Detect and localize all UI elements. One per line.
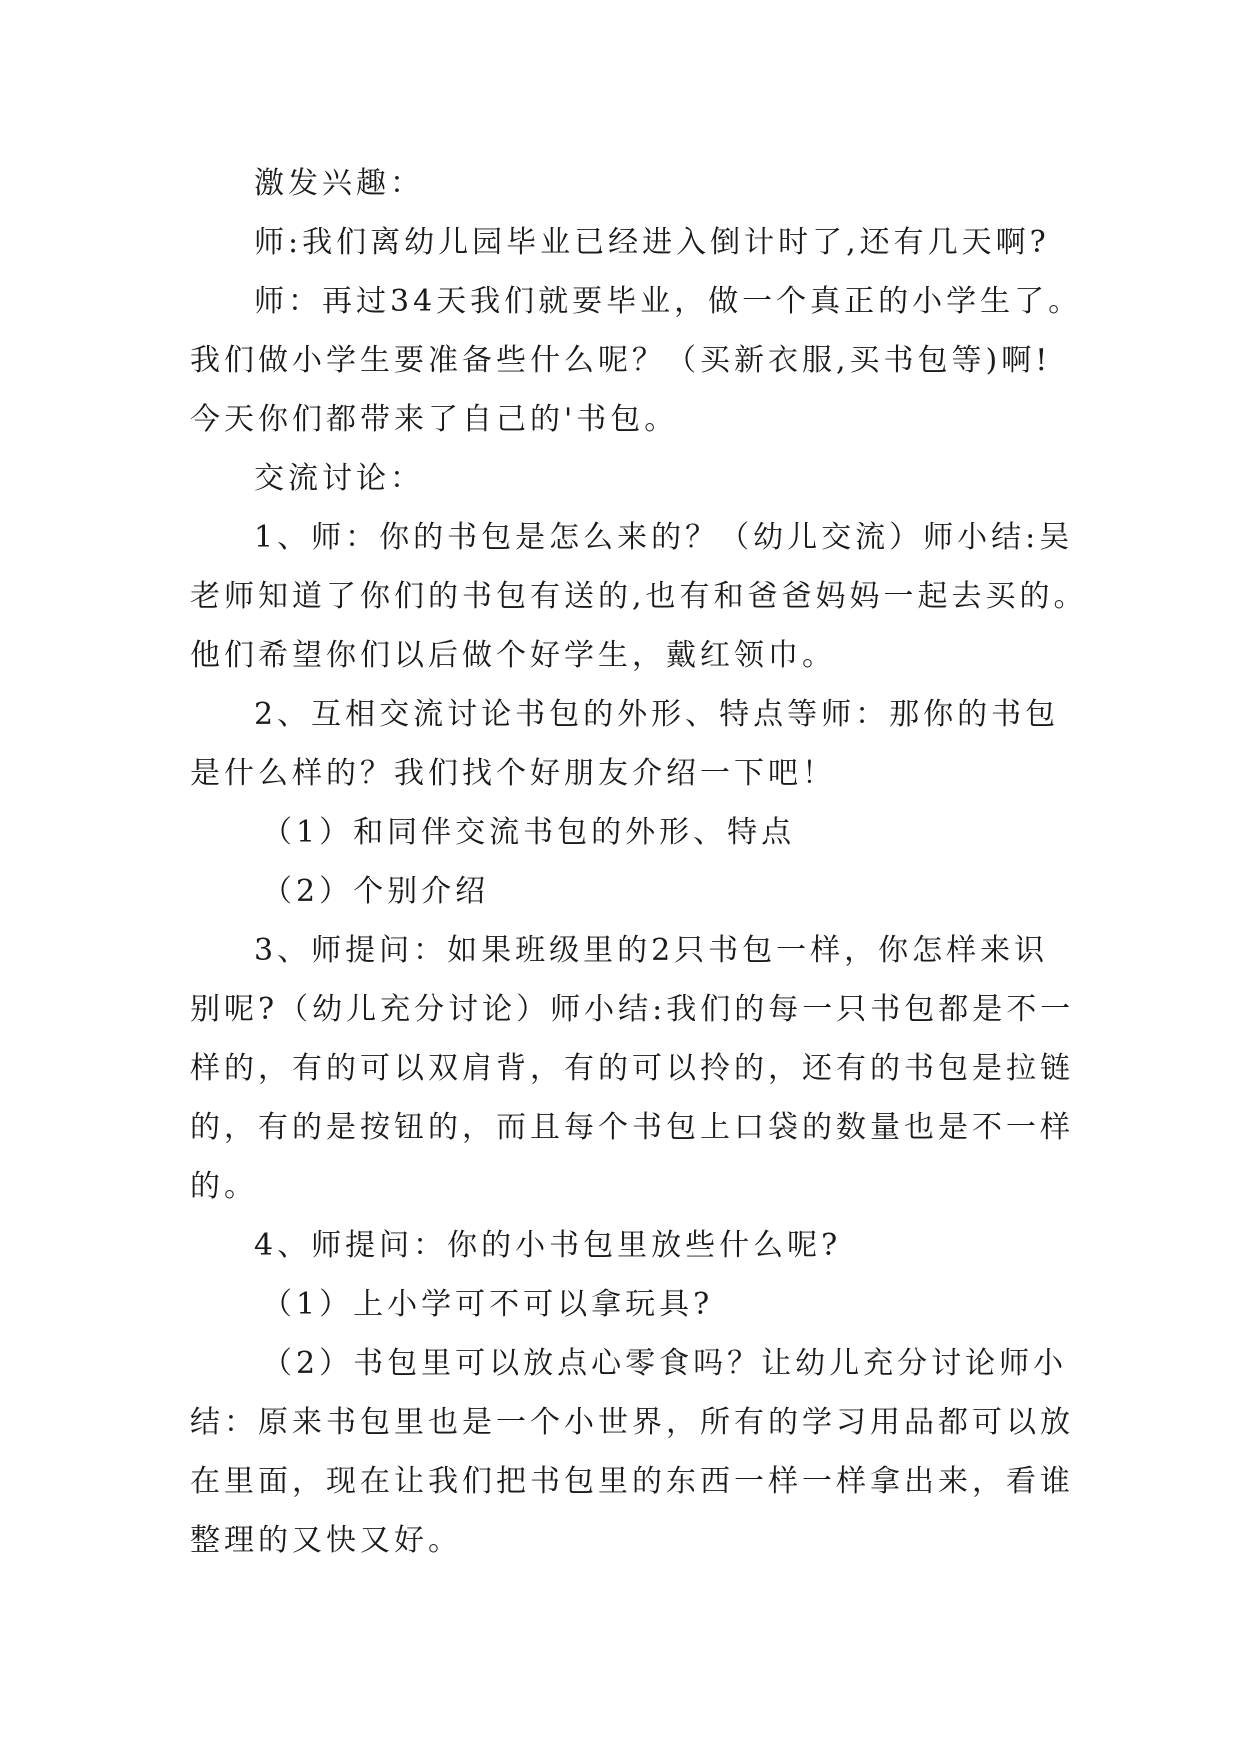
- paragraph-line: 是什么样的？我们找个好朋友介绍一下吧！: [190, 756, 836, 791]
- document-body: [190, 154, 1088, 1570]
- list-item: （2）书包里可以放点心零食吗？让幼儿充分讨论师小: [262, 1346, 1068, 1381]
- section-heading-interest: 激发兴趣：: [254, 166, 424, 201]
- list-item: （1）和同伴交流书包的外形、特点: [262, 815, 796, 850]
- paragraph-line: 4、师提问：你的小书包里放些什么呢?: [254, 1228, 842, 1263]
- paragraph-line: 样的，有的可以双肩背，有的可以拎的，还有的书包是拉链: [190, 1051, 1074, 1086]
- paragraph-line: 今天你们都带来了自己的'书包。: [190, 402, 679, 437]
- list-item: （1）上小学可不可以拿玩具?: [262, 1287, 714, 1322]
- paragraph-line: 结：原来书包里也是一个小世界，所有的学习用品都可以放: [190, 1405, 1074, 1440]
- paragraph-line: 他们希望你们以后做个好学生，戴红领巾。: [190, 638, 836, 673]
- paragraph-line: 3、师提问：如果班级里的2只书包一样，你怎样来识: [254, 933, 1049, 968]
- paragraph-line: 师：再过34天我们就要毕业，做一个真正的小学生了。: [254, 284, 1083, 319]
- paragraph-line: 整理的又快又好。: [190, 1523, 462, 1558]
- paragraph-line: 1、师：你的书包是怎么来的？（幼儿交流）师小结:吴: [254, 520, 1074, 555]
- paragraph-line: 的，有的是按钮的，而且每个书包上口袋的数量也是不一样: [190, 1110, 1074, 1145]
- paragraph-line: 老师知道了你们的书包有送的,也有和爸爸妈妈一起去买的。: [190, 579, 1088, 614]
- paragraph-line: 在里面，现在让我们把书包里的东西一样一样拿出来，看谁: [190, 1464, 1074, 1499]
- paragraph-line: 2、互相交流讨论书包的外形、特点等师：那你的书包: [254, 697, 1060, 732]
- list-item: （2）个别介绍: [262, 874, 490, 909]
- section-heading-discussion: 交流讨论：: [254, 461, 424, 496]
- paragraph-line: 的。: [190, 1169, 258, 1204]
- paragraph-line: 别呢?（幼儿充分讨论）师小结:我们的每一只书包都是不一: [190, 992, 1075, 1027]
- paragraph-line: 我们做小学生要准备些什么呢？（买新衣服,买书包等)啊!: [190, 343, 1052, 378]
- paragraph-line: 师:我们离幼儿园毕业已经进入倒计时了,还有几天啊?: [254, 225, 1050, 260]
